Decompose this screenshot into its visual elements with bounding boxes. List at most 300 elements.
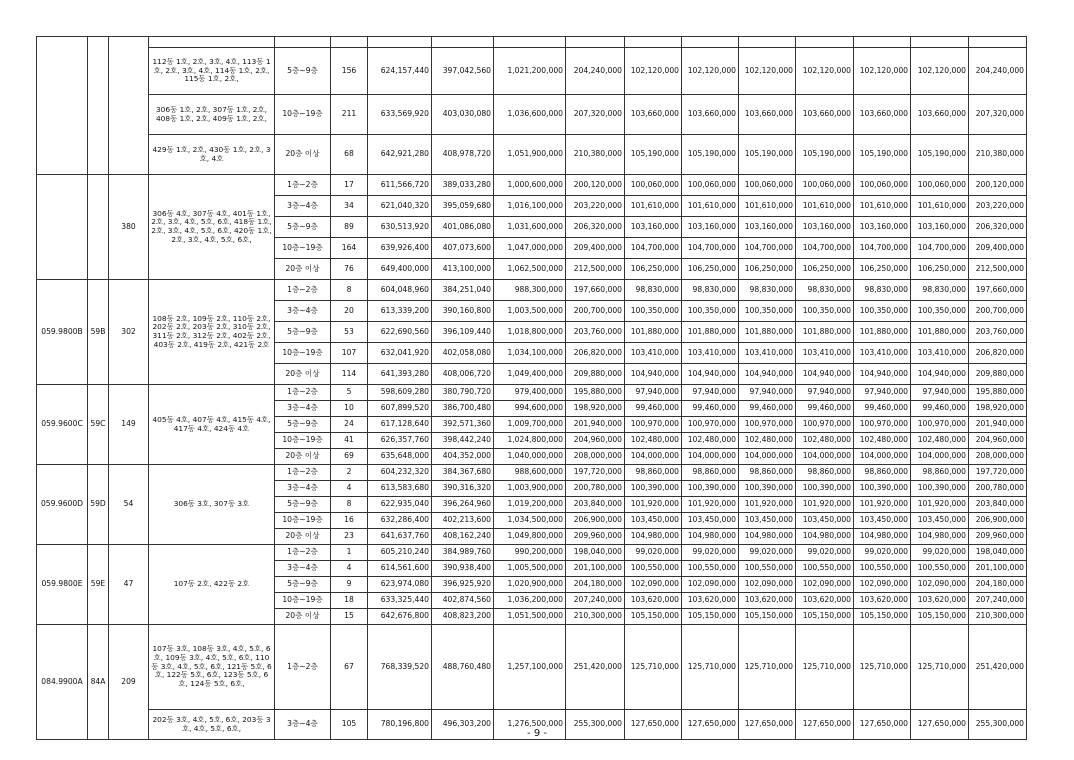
cell-price: 104,940,000 — [739, 364, 796, 385]
cell-price: 1,036,600,000 — [494, 95, 566, 135]
cell-type: 59C — [88, 385, 109, 465]
cell-price: 1,040,000,000 — [494, 449, 566, 465]
cell-floor: 20층 이상 — [275, 135, 331, 175]
cell-dongs: 306동 4호, 307동 4호, 401동 1호, 2호, 3호, 4호, 5호, 6호, 418동 1호, 2호, 3호, 4호, 5호, 6호, 420동 1호, 2호, 3호, 4호, 5호, 6호, — [149, 175, 275, 280]
cell-price: 100,350,000 — [625, 301, 682, 322]
cell-price: 206,900,000 — [566, 513, 625, 529]
cell-price: 100,350,000 — [739, 301, 796, 322]
cell-price: 203,760,000 — [969, 322, 1027, 343]
cell-count — [331, 37, 368, 48]
cell-price: 104,700,000 — [682, 238, 739, 259]
cell-count: 69 — [331, 449, 368, 465]
cell-price: 1,031,600,000 — [494, 217, 566, 238]
cell-price: 390,316,320 — [432, 481, 494, 497]
cell-price — [432, 37, 494, 48]
cell-price: 204,180,000 — [969, 577, 1027, 593]
cell-model: 084.9900A — [37, 625, 88, 740]
cell-price: 98,860,000 — [625, 465, 682, 481]
cell-price: 642,676,800 — [368, 609, 432, 625]
cell-price: 100,550,000 — [682, 561, 739, 577]
cell-price: 201,100,000 — [969, 561, 1027, 577]
cell-price: 100,970,000 — [739, 417, 796, 433]
cell-price: 101,920,000 — [854, 497, 911, 513]
cell-price: 101,610,000 — [682, 196, 739, 217]
cell-price: 613,583,680 — [368, 481, 432, 497]
cell-price: 100,060,000 — [625, 175, 682, 196]
cell-price: 102,120,000 — [854, 48, 911, 95]
cell-price: 251,420,000 — [566, 625, 625, 710]
table-row — [37, 175, 1074, 196]
cell-count: 4 — [331, 561, 368, 577]
cell-price: 768,339,520 — [368, 625, 432, 710]
cell-dongs: 429동 1호, 2호, 430동 1호, 2호, 3호, 4호 — [149, 135, 275, 175]
cell-price: 98,860,000 — [739, 465, 796, 481]
cell-price: 604,048,960 — [368, 280, 432, 301]
cell-price: 633,325,440 — [368, 593, 432, 609]
cell-floor: 10층~19층 — [275, 513, 331, 529]
cell-price: 635,648,000 — [368, 449, 432, 465]
cell-units: 209 — [109, 625, 149, 740]
cell-price: 100,550,000 — [625, 561, 682, 577]
cell-price: 105,150,000 — [682, 609, 739, 625]
cell-price: 780,196,800 — [368, 710, 432, 740]
cell-price: 98,830,000 — [682, 280, 739, 301]
cell-dongs: 405동 4호, 407동 4호, 415동 4호, 417동 4호, 424동 4호 — [149, 385, 275, 465]
cell-price: 649,400,000 — [368, 259, 432, 280]
cell-units — [109, 37, 149, 175]
cell-price: 197,720,000 — [566, 465, 625, 481]
cell-count: 89 — [331, 217, 368, 238]
cell-price: 994,600,000 — [494, 401, 566, 417]
cell-price: 207,240,000 — [566, 593, 625, 609]
cell-price: 1,024,800,000 — [494, 433, 566, 449]
cell-model: 059.9800B — [37, 280, 88, 385]
cell-price: 103,450,000 — [625, 513, 682, 529]
cell-dongs: 202동 3호, 4호, 5호, 6호, 203동 3호, 4호, 5호, 6호, — [149, 710, 275, 740]
cell-price: 1,049,800,000 — [494, 529, 566, 545]
cell-price: 98,860,000 — [911, 465, 969, 481]
cell-price: 100,970,000 — [682, 417, 739, 433]
cell-price: 101,610,000 — [911, 196, 969, 217]
cell-price: 102,480,000 — [911, 433, 969, 449]
cell-price: 98,830,000 — [625, 280, 682, 301]
cell-price: 402,874,560 — [432, 593, 494, 609]
cell-price: 104,000,000 — [739, 449, 796, 465]
cell-type: 84A — [88, 625, 109, 740]
cell-price: 104,980,000 — [625, 529, 682, 545]
cell-price: 1,021,200,000 — [494, 48, 566, 95]
cell-count: 105 — [331, 710, 368, 740]
cell-price: 103,660,000 — [739, 95, 796, 135]
cell-price: 103,660,000 — [911, 95, 969, 135]
cell-price: 102,090,000 — [911, 577, 969, 593]
cell-price: 97,940,000 — [911, 385, 969, 401]
cell-price: 210,300,000 — [566, 609, 625, 625]
cell-price — [739, 37, 796, 48]
cell-price: 103,410,000 — [796, 343, 854, 364]
cell-price: 98,860,000 — [854, 465, 911, 481]
cell-price: 102,090,000 — [854, 577, 911, 593]
cell-price: 125,710,000 — [854, 625, 911, 710]
cell-price: 104,980,000 — [739, 529, 796, 545]
cell-price: 605,210,240 — [368, 545, 432, 561]
cell-price: 407,073,600 — [432, 238, 494, 259]
cell-count: 4 — [331, 481, 368, 497]
cell-price: 103,660,000 — [796, 95, 854, 135]
cell-price: 99,460,000 — [625, 401, 682, 417]
cell-price: 632,041,920 — [368, 343, 432, 364]
cell-floor: 1층~2층 — [275, 280, 331, 301]
cell-price: 384,251,040 — [432, 280, 494, 301]
cell-price: 100,550,000 — [739, 561, 796, 577]
table-row — [37, 95, 1074, 135]
cell-floor: 1층~2층 — [275, 175, 331, 196]
cell-price: 101,920,000 — [739, 497, 796, 513]
cell-floor: 1층~2층 — [275, 625, 331, 710]
cell-price: 100,970,000 — [854, 417, 911, 433]
cell-price: 200,120,000 — [566, 175, 625, 196]
cell-price: 408,978,720 — [432, 135, 494, 175]
cell-price: 207,240,000 — [969, 593, 1027, 609]
cell-price: 97,940,000 — [796, 385, 854, 401]
cell-price: 97,940,000 — [739, 385, 796, 401]
cell-price: 389,033,280 — [432, 175, 494, 196]
cell-price: 207,320,000 — [969, 95, 1027, 135]
cell-price: 100,390,000 — [796, 481, 854, 497]
cell-price: 1,034,500,000 — [494, 513, 566, 529]
cell-price: 98,830,000 — [911, 280, 969, 301]
cell-price: 125,710,000 — [739, 625, 796, 710]
cell-count: 15 — [331, 609, 368, 625]
cell-price: 104,700,000 — [625, 238, 682, 259]
cell-price — [566, 37, 625, 48]
cell-price: 104,940,000 — [625, 364, 682, 385]
cell-model — [37, 37, 88, 175]
cell-price: 611,566,720 — [368, 175, 432, 196]
cell-price: 100,350,000 — [796, 301, 854, 322]
cell-price: 210,380,000 — [969, 135, 1027, 175]
cell-price — [796, 37, 854, 48]
cell-floor: 20층 이상 — [275, 449, 331, 465]
cell-price: 641,393,280 — [368, 364, 432, 385]
cell-price: 100,390,000 — [625, 481, 682, 497]
cell-price: 206,320,000 — [969, 217, 1027, 238]
cell-price: 105,150,000 — [739, 609, 796, 625]
cell-floor: 10층~19층 — [275, 433, 331, 449]
cell-price: 210,380,000 — [566, 135, 625, 175]
cell-price: 979,400,000 — [494, 385, 566, 401]
cell-price: 99,020,000 — [739, 545, 796, 561]
cell-price: 106,250,000 — [911, 259, 969, 280]
cell-price: 396,264,960 — [432, 497, 494, 513]
cell-price: 101,610,000 — [625, 196, 682, 217]
cell-price: 102,120,000 — [739, 48, 796, 95]
cell-price: 104,980,000 — [796, 529, 854, 545]
cell-price: 105,190,000 — [739, 135, 796, 175]
cell-floor: 3층~4층 — [275, 710, 331, 740]
cell-price: 104,000,000 — [682, 449, 739, 465]
cell-price: 103,410,000 — [911, 343, 969, 364]
cell-price: 206,820,000 — [969, 343, 1027, 364]
cell-price: 990,200,000 — [494, 545, 566, 561]
cell-floor — [275, 37, 331, 48]
cell-price: 103,160,000 — [682, 217, 739, 238]
cell-price: 380,790,720 — [432, 385, 494, 401]
cell-price: 104,940,000 — [796, 364, 854, 385]
cell-count: 76 — [331, 259, 368, 280]
cell-price: 100,550,000 — [911, 561, 969, 577]
cell-price: 101,920,000 — [625, 497, 682, 513]
cell-price: 125,710,000 — [625, 625, 682, 710]
cell-units: 149 — [109, 385, 149, 465]
cell-price: 1,276,500,000 — [494, 710, 566, 740]
cell-price: 200,780,000 — [566, 481, 625, 497]
cell-price: 197,720,000 — [969, 465, 1027, 481]
cell-count: 18 — [331, 593, 368, 609]
cell-floor: 3층~4층 — [275, 561, 331, 577]
cell-price: 408,162,240 — [432, 529, 494, 545]
cell-price: 1,003,900,000 — [494, 481, 566, 497]
cell-price: 988,600,000 — [494, 465, 566, 481]
cell-price: 104,940,000 — [911, 364, 969, 385]
cell-price: 106,250,000 — [682, 259, 739, 280]
cell-type: 59E — [88, 545, 109, 625]
cell-price: 1,051,900,000 — [494, 135, 566, 175]
cell-price: 384,367,680 — [432, 465, 494, 481]
cell-price: 103,160,000 — [796, 217, 854, 238]
cell-price: 384,989,760 — [432, 545, 494, 561]
cell-price: 203,220,000 — [969, 196, 1027, 217]
cell-count: 16 — [331, 513, 368, 529]
cell-price: 97,940,000 — [854, 385, 911, 401]
cell-price: 395,059,680 — [432, 196, 494, 217]
cell-price: 127,650,000 — [682, 710, 739, 740]
cell-price: 623,974,080 — [368, 577, 432, 593]
cell-price: 101,920,000 — [911, 497, 969, 513]
cell-price: 103,620,000 — [796, 593, 854, 609]
cell-price: 1,034,100,000 — [494, 343, 566, 364]
cell-price: 204,960,000 — [969, 433, 1027, 449]
cell-price: 102,090,000 — [682, 577, 739, 593]
cell-price: 207,320,000 — [566, 95, 625, 135]
cell-price: 1,020,900,000 — [494, 577, 566, 593]
cell-price: 103,660,000 — [854, 95, 911, 135]
cell-price: 198,040,000 — [566, 545, 625, 561]
cell-price: 103,160,000 — [854, 217, 911, 238]
cell-price: 98,830,000 — [854, 280, 911, 301]
cell-count: 1 — [331, 545, 368, 561]
cell-count: 9 — [331, 577, 368, 593]
cell-count: 67 — [331, 625, 368, 710]
cell-floor: 20층 이상 — [275, 529, 331, 545]
cell-price: 102,480,000 — [625, 433, 682, 449]
cell-price: 99,020,000 — [854, 545, 911, 561]
cell-price: 251,420,000 — [969, 625, 1027, 710]
cell-price: 104,700,000 — [854, 238, 911, 259]
cell-price: 100,390,000 — [739, 481, 796, 497]
cell-price: 396,109,440 — [432, 322, 494, 343]
cell-price — [682, 37, 739, 48]
cell-price: 125,710,000 — [911, 625, 969, 710]
cell-price: 104,000,000 — [854, 449, 911, 465]
cell-price: 639,926,400 — [368, 238, 432, 259]
cell-model: 059.9600C — [37, 385, 88, 465]
cell-model: 059.9600D — [37, 465, 88, 545]
cell-price: 200,120,000 — [969, 175, 1027, 196]
cell-dongs — [149, 37, 275, 48]
cell-count: 17 — [331, 175, 368, 196]
cell-price: 99,460,000 — [682, 401, 739, 417]
cell-units: 302 — [109, 280, 149, 385]
table-row — [37, 280, 1074, 301]
cell-price: 255,300,000 — [566, 710, 625, 740]
cell-price: 200,700,000 — [969, 301, 1027, 322]
cell-count: 211 — [331, 95, 368, 135]
cell-price: 103,620,000 — [911, 593, 969, 609]
cell-price: 100,060,000 — [911, 175, 969, 196]
cell-price: 105,190,000 — [911, 135, 969, 175]
cell-price: 101,610,000 — [854, 196, 911, 217]
cell-floor: 5층~9층 — [275, 322, 331, 343]
cell-price: 617,128,640 — [368, 417, 432, 433]
cell-price: 613,339,200 — [368, 301, 432, 322]
cell-price: 496,303,200 — [432, 710, 494, 740]
cell-price: 201,100,000 — [566, 561, 625, 577]
cell-price: 1,051,500,000 — [494, 609, 566, 625]
cell-price: 101,920,000 — [682, 497, 739, 513]
cell-price: 988,300,000 — [494, 280, 566, 301]
cell-price: 206,820,000 — [566, 343, 625, 364]
cell-price: 642,921,280 — [368, 135, 432, 175]
cell-count: 24 — [331, 417, 368, 433]
cell-price: 209,880,000 — [969, 364, 1027, 385]
cell-dongs: 306동 3호, 307동 3호 — [149, 465, 275, 545]
cell-price: 101,880,000 — [682, 322, 739, 343]
cell-price — [911, 37, 969, 48]
cell-price: 104,940,000 — [854, 364, 911, 385]
cell-price: 98,860,000 — [796, 465, 854, 481]
cell-price: 1,005,500,000 — [494, 561, 566, 577]
cell-floor: 3층~4층 — [275, 301, 331, 322]
cell-price: 100,060,000 — [854, 175, 911, 196]
cell-price: 103,620,000 — [625, 593, 682, 609]
cell-price: 101,920,000 — [796, 497, 854, 513]
cell-price: 200,780,000 — [969, 481, 1027, 497]
cell-price: 106,250,000 — [739, 259, 796, 280]
cell-count: 114 — [331, 364, 368, 385]
cell-count: 10 — [331, 401, 368, 417]
cell-price: 203,760,000 — [566, 322, 625, 343]
cell-price: 127,650,000 — [625, 710, 682, 740]
cell-price: 97,940,000 — [625, 385, 682, 401]
cell-units: 54 — [109, 465, 149, 545]
cell-type — [88, 175, 109, 280]
cell-price: 203,840,000 — [566, 497, 625, 513]
cell-price: 102,120,000 — [625, 48, 682, 95]
cell-price: 404,352,000 — [432, 449, 494, 465]
cell-price: 488,760,480 — [432, 625, 494, 710]
cell-floor: 1층~2층 — [275, 545, 331, 561]
cell-price: 106,250,000 — [796, 259, 854, 280]
cell-floor: 1층~2층 — [275, 385, 331, 401]
cell-price: 212,500,000 — [969, 259, 1027, 280]
cell-price: 1,000,600,000 — [494, 175, 566, 196]
cell-price: 198,920,000 — [969, 401, 1027, 417]
cell-price: 98,830,000 — [796, 280, 854, 301]
cell-price: 103,660,000 — [682, 95, 739, 135]
cell-count: 2 — [331, 465, 368, 481]
cell-price: 99,460,000 — [739, 401, 796, 417]
cell-price: 204,240,000 — [969, 48, 1027, 95]
cell-price: 104,000,000 — [911, 449, 969, 465]
cell-floor: 1층~2층 — [275, 465, 331, 481]
cell-price: 386,700,480 — [432, 401, 494, 417]
cell-price: 104,700,000 — [911, 238, 969, 259]
cell-price: 127,650,000 — [739, 710, 796, 740]
cell-price: 102,480,000 — [682, 433, 739, 449]
cell-price — [969, 37, 1027, 48]
cell-price: 103,450,000 — [854, 513, 911, 529]
cell-price: 201,940,000 — [566, 417, 625, 433]
cell-price — [368, 37, 432, 48]
cell-type: 59B — [88, 280, 109, 385]
cell-price: 99,020,000 — [796, 545, 854, 561]
cell-price: 101,880,000 — [739, 322, 796, 343]
cell-price: 641,637,760 — [368, 529, 432, 545]
table-row — [37, 625, 1074, 710]
cell-price: 102,120,000 — [796, 48, 854, 95]
cell-price: 103,160,000 — [739, 217, 796, 238]
cell-price: 100,060,000 — [796, 175, 854, 196]
cell-type — [88, 37, 109, 175]
cell-price: 632,286,400 — [368, 513, 432, 529]
cell-price: 103,410,000 — [739, 343, 796, 364]
cell-price: 105,150,000 — [625, 609, 682, 625]
price-table — [36, 36, 1074, 740]
cell-units: 380 — [109, 175, 149, 280]
cell-price: 195,880,000 — [566, 385, 625, 401]
cell-count: 34 — [331, 196, 368, 217]
cell-price: 105,150,000 — [854, 609, 911, 625]
cell-price: 105,190,000 — [796, 135, 854, 175]
cell-price: 100,350,000 — [911, 301, 969, 322]
cell-price: 203,220,000 — [566, 196, 625, 217]
cell-price: 209,960,000 — [566, 529, 625, 545]
cell-price: 1,047,000,000 — [494, 238, 566, 259]
cell-price: 622,935,040 — [368, 497, 432, 513]
cell-price: 104,000,000 — [796, 449, 854, 465]
cell-floor: 3층~4층 — [275, 481, 331, 497]
cell-price: 209,880,000 — [566, 364, 625, 385]
cell-price: 1,009,700,000 — [494, 417, 566, 433]
cell-price: 101,880,000 — [911, 322, 969, 343]
cell-floor: 20층 이상 — [275, 259, 331, 280]
cell-dongs: 306동 1호, 2호, 307동 1호, 2호, 408동 1호, 2호, 409동 1호, 2호, — [149, 95, 275, 135]
cell-price: 212,500,000 — [566, 259, 625, 280]
cell-floor: 10층~19층 — [275, 238, 331, 259]
cell-dongs: 107동 3호, 108동 3호, 4호, 5호, 6호, 109동 3호, 4호, 5호, 6호, 110동 3호, 4호, 5호, 6호, 121동 5호, 6호, 122동 5호, 6호, 123동 5호, 6호, 124동 5호, 6호, — [149, 625, 275, 710]
cell-price: 413,100,000 — [432, 259, 494, 280]
cell-price: 210,300,000 — [969, 609, 1027, 625]
cell-price: 633,569,920 — [368, 95, 432, 135]
table-row — [37, 135, 1074, 175]
cell-price: 101,880,000 — [625, 322, 682, 343]
cell-price: 206,900,000 — [969, 513, 1027, 529]
cell-price: 198,920,000 — [566, 401, 625, 417]
cell-price: 104,980,000 — [682, 529, 739, 545]
cell-price: 127,650,000 — [911, 710, 969, 740]
cell-count: 23 — [331, 529, 368, 545]
